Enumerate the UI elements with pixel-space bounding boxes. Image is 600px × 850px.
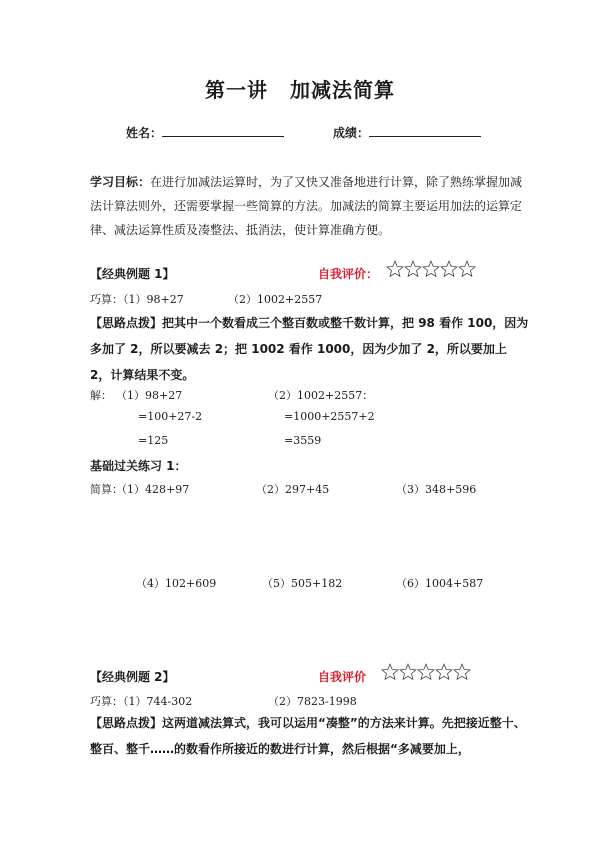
example1-q2: （2）1002+2557 [228,293,323,306]
solution2-line3: =3559 [284,434,322,447]
practice-item: （3）348+596 [396,483,477,496]
star-icon[interactable] [440,260,458,278]
example2-question [90,693,192,709]
q-label: 巧算： [90,695,123,708]
example1-tip [90,310,530,388]
learning-goal [90,170,530,242]
name-label: 姓名： [126,126,163,140]
score-label: 成绩： [333,126,370,140]
practice1-heading: 基础过关练习 1： [90,459,187,473]
star-icon[interactable] [435,663,453,681]
star-icon[interactable] [417,663,435,681]
example2-q2: （2）7823-1998 [268,695,357,708]
practice-item: （1）428+97 [116,483,190,496]
star-icon[interactable] [399,663,417,681]
example1-rating-stars[interactable] [386,260,476,278]
star-icon[interactable] [422,260,440,278]
example2-rating-stars[interactable] [381,663,471,681]
solution1-line3: =125 [138,434,169,447]
score-blank[interactable] [369,124,481,137]
solution-label: 解： [90,389,112,402]
solution1-line2: =100+27-2 [138,410,203,423]
solution2-line1: （2）1002+2557： [268,389,374,402]
tip-label: 【思路点拨】 [90,316,163,330]
solution1-line1: （1）98+27 [116,389,183,402]
goal-label: 学习目标： [90,175,151,189]
example2-tip [90,710,530,762]
example2-heading: 【经典例题 2】 [90,670,175,684]
q1: （1）98+27 [123,293,184,306]
practice-item: （5）505+182 [262,577,343,590]
tip-text: 这两道减法算式，我可以运用“凑整”的方法来计算。先把接近整十、整百、整千……的数看作所接近的数进行计算，然后根据“多减要加上， [90,716,526,756]
tip-label: 【思路点拨】 [90,716,163,730]
example1-heading: 【经典例题 1】 [90,267,175,281]
solution2-line2: =1000+2557+2 [284,410,375,423]
score-row [333,124,481,141]
star-icon[interactable] [386,260,404,278]
title-lesson: 第一讲 [205,78,268,102]
example2-rating-label: 自我评价 [318,670,367,684]
goal-text: 在进行加减法运算时，为了又快又准备地进行计算，除了熟练掌握加减法计算法则外，还需要掌握一些简算的方法。加减法的简算主要运用加法的运算定律、减法运算性质及凑整法、抵消法，使计算准确方便。 [90,175,523,237]
example1-question [90,291,184,307]
star-icon[interactable] [404,260,422,278]
name-blank[interactable] [162,124,284,137]
star-icon[interactable] [458,260,476,278]
title-topic: 加减法简算 [290,78,395,102]
practice-item: （6）1004+587 [396,577,484,590]
q-label: 巧算： [90,293,123,306]
practice-item: （4）102+609 [136,577,217,590]
q1: （1）744-302 [123,695,193,708]
practice-item: （2）297+45 [256,483,330,496]
star-icon[interactable] [381,663,399,681]
page-title [0,74,600,103]
name-row [126,124,284,141]
tip-text: 把其中一个数看成三个整百数或整千数计算，把 98 看作 100，因为多加了 2，所以要减去 2；把 1002 看作 1000，因为少加了 2，所以要加上 2，计算结果不变。 [90,316,529,382]
example1-rating-label: 自我评价： [318,267,379,281]
practice1-label: 简算： [90,483,123,496]
star-icon[interactable] [453,663,471,681]
